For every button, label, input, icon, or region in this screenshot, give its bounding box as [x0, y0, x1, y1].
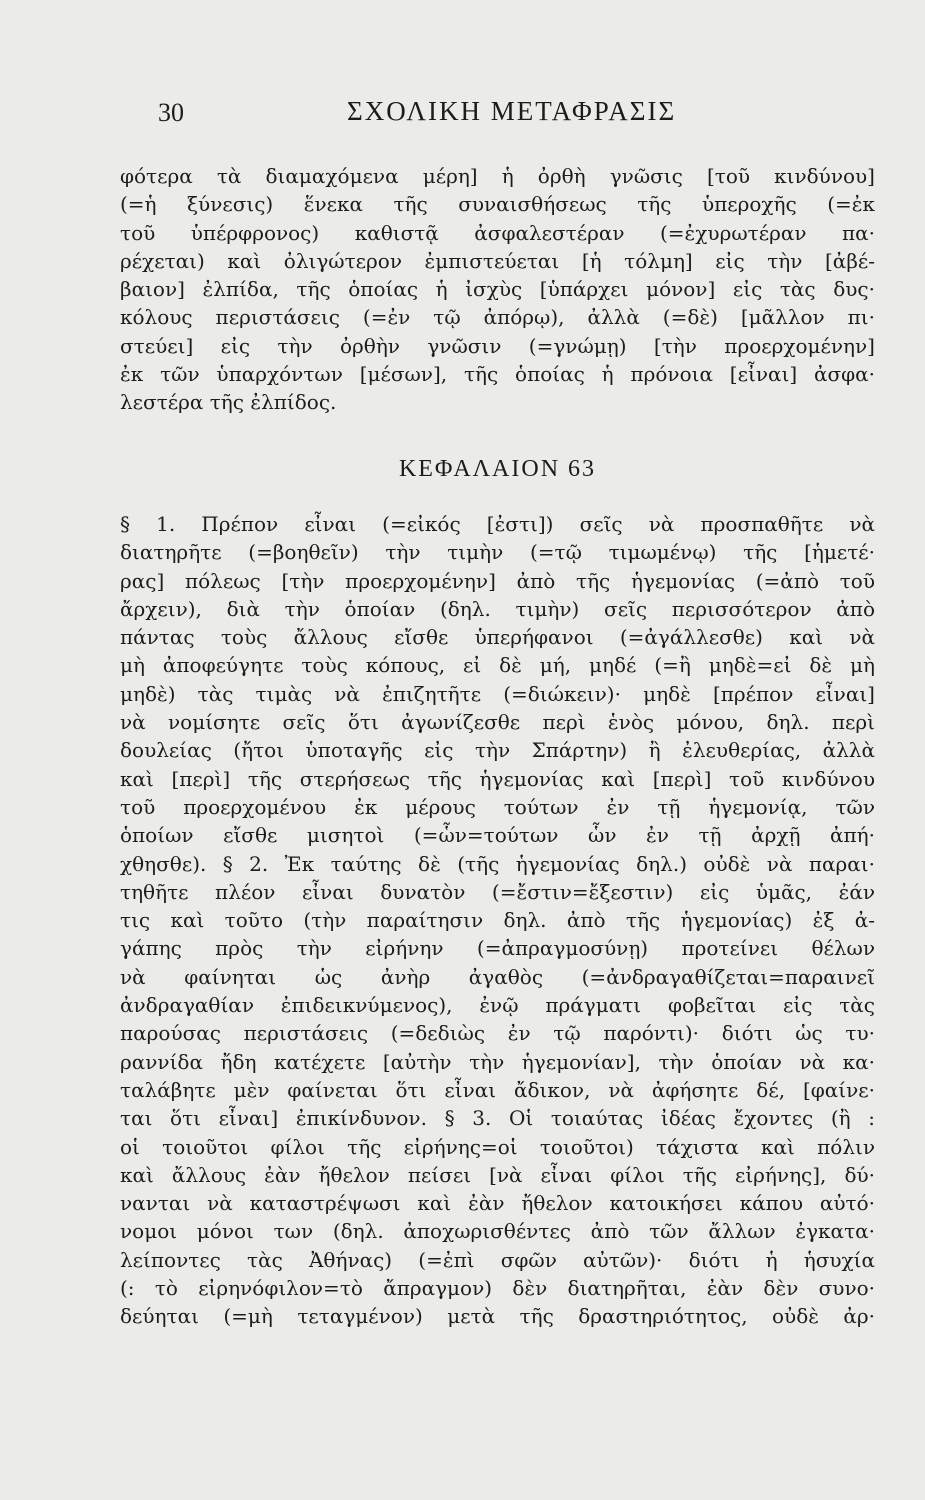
text-line: § 1. Πρέπον εἶναι (=εἰκός [ἐστι]) σεῖς νὰ προσπαθῆτε νὰ [120, 512, 875, 536]
page-header [122, 96, 807, 136]
text-line: λεστέρα τῆς ἐλπίδος. [120, 390, 337, 415]
text-line: παρούσας περιστάσεις (=δεδιὼς ἐν τῷ παρόντι)· διότι ὡς τυ· [120, 1021, 875, 1046]
text-line: τις καὶ τοῦτο (τὴν παραίτησιν δηλ. ἀπὸ τῆς ἡγεμονίας) ἐξ ἀ- [120, 908, 875, 933]
text-line: χθησθε). § 2. Ἐκ ταύτης δὲ (τῆς ἡγεμονίας δηλ.) οὐδὲ νὰ παραι· [120, 851, 875, 876]
text-line: νανται νὰ καταστρέψωσι καὶ ἐὰν ἤθελον κατοικήσει κάπου αὐτό· [120, 1191, 875, 1216]
text-line: δεύηται (=μὴ τεταγμένον) μετὰ τῆς δραστηριότητος, οὐδὲ ἀρ· [120, 1304, 875, 1329]
text-line [120, 1359, 875, 1387]
text-line: ραννίδα ἤδη κατέχετε [αὐτὴν τὴν ἡγεμονίαν], τὴν ὁποίαν νὰ κα· [120, 1049, 875, 1074]
text-line: οἱ τοιοῦτοι φίλοι τῆς εἰρήνης=οἱ τοιοῦτοι) τάχιστα καὶ πόλιν [120, 1134, 875, 1159]
text-line: νομοι μόνοι των (δηλ. ἀποχωρισθέντες ἀπὸ τῶν ἄλλων ἐγκατα· [120, 1219, 875, 1244]
text-line: καὶ ἄλλους ἐὰν ἤθελον πείσει [νὰ εἶναι φίλοι τῆς εἰρήνης], δύ· [120, 1162, 875, 1187]
running-title: ΣΧΟΛΙΚΗ ΜΕΤΑΦΡΑΣΙΣ [347, 96, 677, 126]
text-line: τοῦ προερχομένου ἐκ μέρους τούτων ἐν τῇ ἡγεμονίᾳ, τῶν [120, 794, 875, 819]
text-line: ται ὅτι εἶναι] ἐπικίνδυνον. § 3. Οἱ τοιαύτας ἰδέας ἔχοντες (ἢ : [120, 1106, 875, 1131]
text-line: ρέχεται) καὶ ὀλιγώτερον ἐμπιστεύεται [ἡ τόλμη] εἰς τὴν [ἀβέ- [120, 248, 875, 273]
text-line: ὁποίων εἴσθε μισητοὶ (=ὧν=τούτων ὧν ἐν τῇ ἀρχῇ ἀπή· [120, 823, 875, 848]
page-number: 30 [158, 98, 184, 127]
text-line: φότερα τὰ διαμαχόμενα μέρη] ἡ ὀρθὴ γνῶσις [τοῦ κινδύνου] [120, 164, 875, 188]
text-line [120, 1331, 875, 1359]
text-line: ταλάβητε μὲν φαίνεται ὅτι εἶναι ἄδικον, νὰ ἀφήσητε δέ, [φαίνε· [120, 1077, 875, 1102]
text-line: ἄρχειν), διὰ τὴν ὁποίαν (δηλ. τιμὴν) σεῖς περισσότερον ἀπὸ [120, 596, 875, 621]
text-line: βαιον] ἐλπίδα, τῆς ὁποίας ἡ ἰσχὺς [ὑπάρχει μόνον] εἰς τὰς δυς· [120, 277, 875, 302]
text-line [120, 1416, 875, 1444]
text-line: ἐκ τῶν ὑπαρχόντων [μέσων], τῆς ὁποίας ἡ πρόνοια [εἶναι] ἀσφα· [120, 362, 875, 387]
text-line: τηθῆτε πλέον εἶναι δυνατὸν (=ἔστιν=ἔξεστιν) εἰς ὑμᾶς, ἐάν [120, 879, 875, 904]
text-line: τοῦ ὑπέρφρονος) καθιστᾷ ἀσφαλεστέραν (=ἐχυρωτέραν πα· [120, 220, 875, 245]
text-line: λείποντες τὰς Ἀθήνας) (=ἐπὶ σφῶν αὐτῶν)· διότι ἡ ἡσυχία [120, 1247, 875, 1272]
text-line: μὴ ἀποφεύγητε τοὺς κόπους, εἰ δὲ μή, μηδέ (=ἢ μηδὲ=εἰ δὲ μὴ [120, 653, 875, 678]
text-line: καὶ [περὶ] τῆς στερήσεως τῆς ἡγεμονίας καὶ [περὶ] τοῦ κινδύνου [120, 766, 875, 791]
paragraph-bottom [120, 510, 875, 1444]
text-line: γάπης πρὸς τὴν εἰρήνην (=ἀπραγμοσύνῃ) προτείνει θέλων [120, 936, 875, 961]
text-line: νὰ νομίσητε σεῖς ὅτι ἀγωνίζεσθε περὶ ἑνὸς μόνου, δηλ. περὶ [120, 710, 875, 735]
text-line: (=ἡ ξύνεσις) ἕνεκα τῆς συναισθήσεως τῆς ὑπεροχῆς (=ἐκ [120, 192, 875, 217]
text-line: στεύει] εἰς τὴν ὀρθὴν γνῶσιν (=γνώμῃ) [τὴν προερχομένην] [120, 333, 875, 358]
text-line [120, 1387, 875, 1415]
text-line: ἀνδραγαθίαν ἐπιδεικνύμενος), ἐνῷ πράγματι φοβεῖται εἰς τὰς [120, 993, 875, 1018]
paragraph-top [120, 162, 875, 417]
text-line: (: τὸ εἰρηνόφιλον=τὸ ἄπραγμον) δὲν διατηρῆται, ἐὰν δὲν συνο· [120, 1276, 875, 1301]
text-line: πάντας τοὺς ἄλλους εἴσθε ὑπερήφανοι (=ἀγάλλεσθε) καὶ νὰ [120, 625, 875, 650]
text-line: νὰ φαίνηται ὡς ἀνὴρ ἀγαθὸς (=ἀνδραγαθίζεται=παραινεῖ [120, 964, 875, 989]
text-line: μηδὲ) τὰς τιμὰς νὰ ἐπιζητῆτε (=διώκειν)· μηδὲ [πρέπον εἶναι] [120, 681, 875, 706]
text-line: κόλους περιστάσεις (=ἐν τῷ ἀπόρῳ), ἀλλὰ (=δὲ) [μᾶλλον πι· [120, 305, 875, 330]
text-line: διατηρῆτε (=βοηθεῖν) τὴν τιμὴν (=τῷ τιμωμένῳ) τῆς [ἡμετέ· [120, 540, 875, 565]
text-line: δουλείας (ἤτοι ὑποταγῆς εἰς τὴν Σπάρτην) ἢ ἐλευθερίας, ἀλλὰ [120, 738, 875, 763]
text-line: ρας] πόλεως [τὴν προερχομένην] ἀπὸ τῆς ἡγεμονίας (=ἀπὸ τοῦ [120, 568, 875, 593]
chapter-heading: ΚΕΦΑΛΑΙΟΝ 63 [398, 456, 597, 482]
